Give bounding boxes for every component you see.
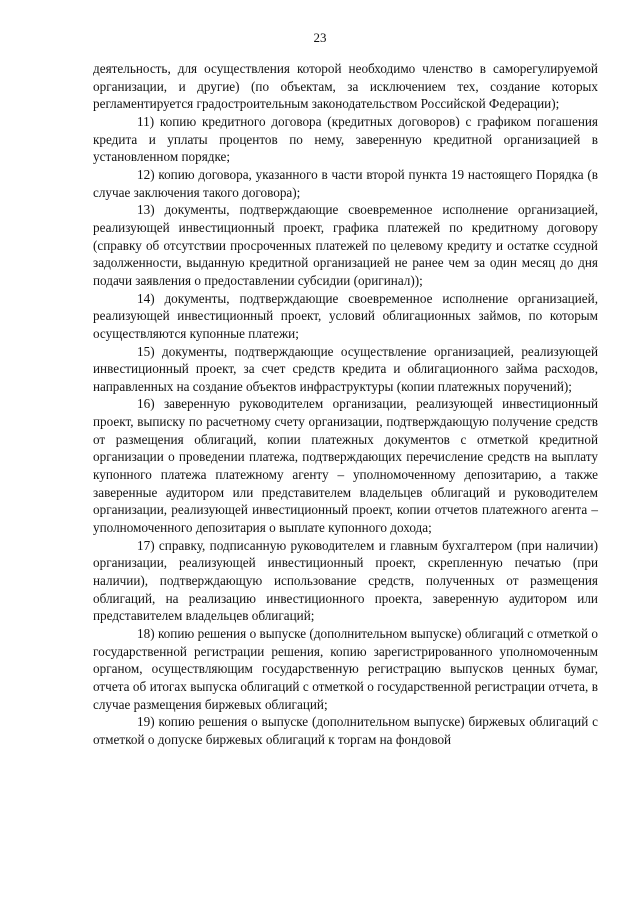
paragraph-item-18: 18) копию решения о выпуске (дополнительном выпуске) облигаций с отметкой о государственной регистрации решения, копию зарегистрированного уполномоченным органом, осуществляющим государственную регистрацию выпусков ценных бумаг, отчета об итогах выпуска облигаций с отметкой о государственной регистрации отчета, в случае размещения биржевых облигаций; xyxy=(93,626,598,712)
paragraph-item-15: 15) документы, подтверждающие осуществление организацией, реализующей инвестиционный проект, за счет средств кредита и облигационного займа расходов, направленных на создание объектов инфраструктуры (копии платежных поручений); xyxy=(93,343,598,394)
paragraph-item-16: 16) заверенную руководителем организации, реализующей инвестиционный проект, выписку по расчетному счету организации, подтверждающую получение средств от размещения облигаций, копии платежных документов с отметкой кредитной организации о проведении платежа, подтверждающих перечисление средств на выплату купонного платежа платежному агенту – уполномоченному депозитарию, а также заверенные аудитором или представителем владельцев облигаций и руководителем организации, реализующей инвестиционный проект, копии отчетов платежного агента – уполномоченного депозитария о выплате купонного дохода; xyxy=(93,396,598,536)
paragraph-item-14: 14) документы, подтверждающие своевременное исполнение организацией, реализующей инвестиционный проект, условий облигационных займов, по которым осуществляются купонные платежи; xyxy=(93,290,598,341)
paragraph-item-19: 19) копию решения о выпуске (дополнительном выпуске) биржевых облигаций с отметкой о допуске биржевых облигаций к торгам на фондовой xyxy=(93,714,598,747)
paragraph-item-13: 13) документы, подтверждающие своевременное исполнение организацией, реализующей инвестиционный проект, графика платежей по кредитному договору (справку об отсутствии просроченных платежей по целевому кредиту и остатке ссудной задолженности, выданную кредитной организацией не ранее чем за один месяц до дня подачи заявления о предоставлении субсидии (оригинал)); xyxy=(93,202,598,288)
paragraph-item-11: 11) копию кредитного договора (кредитных договоров) с графиком погашения кредита и уплаты процентов по нему, заверенную кредитной организацией в установленном порядке; xyxy=(93,113,598,165)
paragraph-item-12: 12) копию договора, указанного в части второй пункта 19 настоящего Порядка (в случае заключения такого договора); xyxy=(93,166,598,200)
paragraph-continuation: деятельность, для осуществления которой необходимо членство в саморегулируемой организации, и другие) (по объектам, за исключением тех, создание которых регламентируется градостроительным законодательством Российской Федерации); xyxy=(93,61,598,112)
page-number: 23 xyxy=(313,30,327,45)
paragraph-item-17: 17) справку, подписанную руководителем и главным бухгалтером (при наличии) организации, реализующей инвестиционный проект, скрепленную печатью (при наличии), подтверждающую использование средств, полученных от размещения облигаций, на реализацию инвестиционного проекта, заверенную аудитором или представителем владельцев облигаций; xyxy=(93,537,598,624)
document-body xyxy=(93,60,598,749)
